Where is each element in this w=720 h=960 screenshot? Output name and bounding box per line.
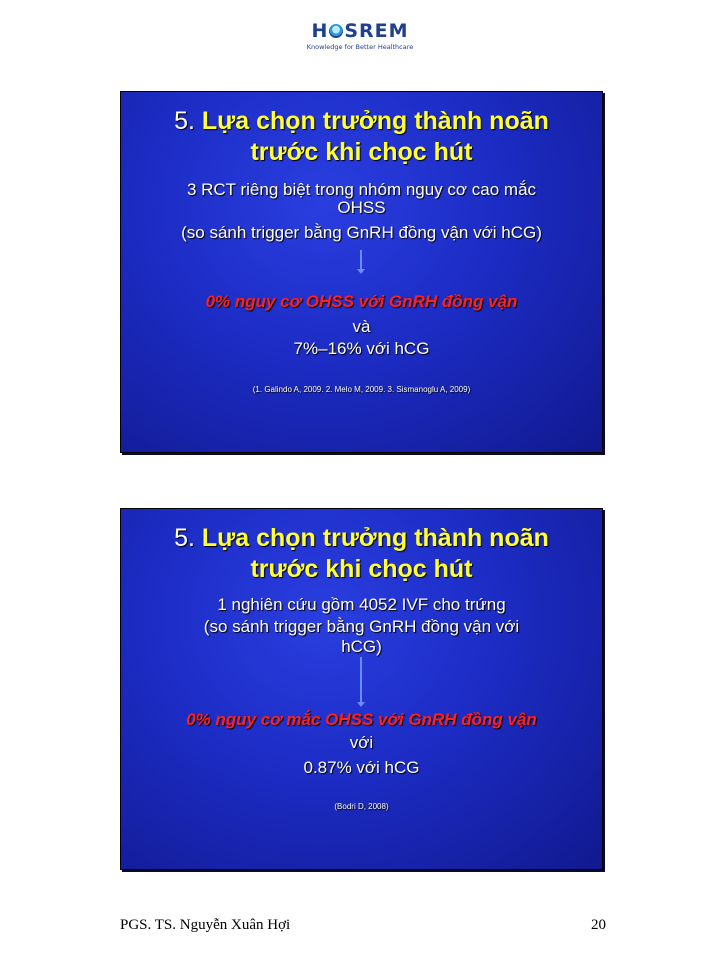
reference-text: (Bodri D, 2008) <box>334 802 389 811</box>
logo-tagline: Knowledge for Better Healthcare <box>306 43 414 51</box>
title-line-2: trước khi chọc hút <box>250 138 473 166</box>
page-number: 20 <box>591 917 606 933</box>
connector-text: và <box>352 317 371 336</box>
slide-2 <box>120 508 603 870</box>
body-line-2: OHSS <box>337 198 386 217</box>
comparison-text: 0.87% với hCG <box>303 758 420 777</box>
body-line-3: (so sánh trigger bằng GnRH đồng vận với hCG) <box>181 223 542 242</box>
body-line-3: hCG) <box>341 637 382 656</box>
slide-number: 5. <box>174 524 195 552</box>
slide-1 <box>120 91 603 453</box>
slide-title <box>121 106 602 168</box>
down-arrow-icon <box>360 657 362 703</box>
title-line-1: Lựa chọn trưởng thành noãn <box>201 107 549 135</box>
body-line-1: 3 RCT riêng biệt trong nhóm nguy cơ cao mắc <box>186 180 537 199</box>
title-line-1: Lựa chọn trưởng thành noãn <box>201 524 549 552</box>
connector-text: với <box>349 733 374 752</box>
slide-title <box>121 523 602 585</box>
reference-text: (1. Galindo A, 2009. 2. Melo M, 2009. 3. Sismanoglu A, 2009) <box>252 385 471 394</box>
globe-icon <box>329 24 343 38</box>
down-arrow-icon <box>360 250 362 270</box>
slide-number: 5. <box>174 107 195 135</box>
title-line-2: trước khi chọc hút <box>250 555 473 583</box>
footer-author: PGS. TS. Nguyễn Xuân Hợi <box>120 917 291 933</box>
hosrem-logo <box>300 20 420 60</box>
body-line-2: (so sánh trigger bằng GnRH đồng vận với <box>203 617 520 636</box>
comparison-text: 7%–16% với hCG <box>293 339 430 358</box>
body-line-1: 1 nghiên cứu gồm 4052 IVF cho trứng <box>217 595 506 614</box>
highlight-text: 0% nguy cơ OHSS với GnRH đồng vận <box>205 292 518 311</box>
highlight-text: 0% nguy cơ mắc OHSS với GnRH đồng vận <box>186 710 537 729</box>
logo-wordmark: H SREM <box>311 20 409 42</box>
